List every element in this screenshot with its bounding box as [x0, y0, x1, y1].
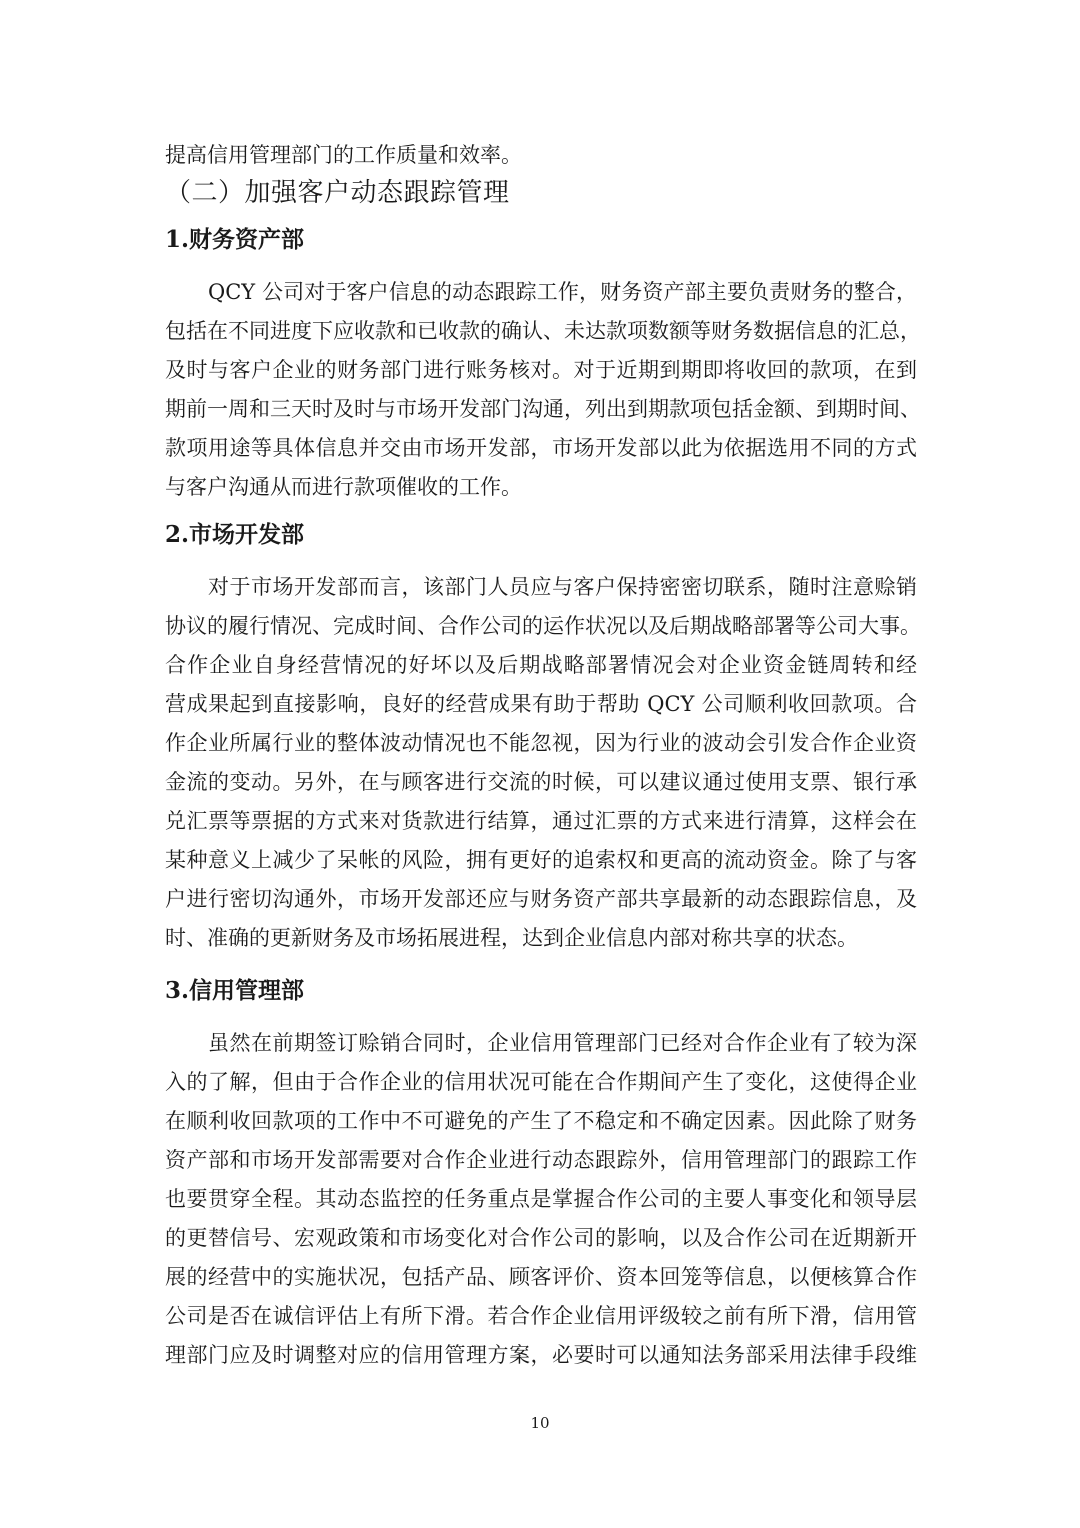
paragraph-line: 时、准确的更新财务及市场拓展进程，达到企业信息内部对称共享的状态。 [165, 926, 858, 950]
paragraph-line: 公司是否在诚信评估上有所下滑。若合作企业信用评级较之前有所下滑，信用管 [165, 1304, 917, 1328]
paragraph-line: 也要贯穿全程。其动态监控的任务重点是掌握合作公司的主要人事变化和领导层 [165, 1187, 917, 1211]
paragraph-line: 理部门应及时调整对应的信用管理方案，必要时可以通知法务部采用法律手段维 [165, 1343, 917, 1367]
paragraph-line: 作企业所属行业的整体波动情况也不能忽视，因为行业的波动会引发合作企业资 [165, 731, 917, 755]
paragraph-line: 的更替信号、宏观政策和市场变化对合作公司的影响，以及合作公司在近期新开 [165, 1226, 917, 1250]
paragraph-line: 协议的履行情况、完成时间、合作公司的运作状况以及后期战略部署等公司大事。 [165, 614, 921, 638]
paragraph-line: 在顺利收回款项的工作中不可避免的产生了不稳定和不确定因素。因此除了财务 [165, 1109, 917, 1133]
paragraph-line: 合作企业自身经营情况的好坏以及后期战略部署情况会对企业资金链周转和经 [165, 653, 917, 677]
paragraph-line: 展的经营中的实施状况，包括产品、顾客评价、资本回笼等信息，以便核算合作 [165, 1265, 917, 1289]
paragraph-line: 期前一周和三天时及时与市场开发部门沟通，列出到期款项包括金额、到期时间、 [165, 397, 921, 421]
page-number: 10 [530, 1414, 550, 1432]
paragraph-line: QCY 公司对于客户信息的动态跟踪工作，财务资产部主要负责财务的整合， [208, 280, 917, 304]
section-heading: （二）加强客户动态跟踪管理 [165, 178, 510, 208]
paragraph-line: 对于市场开发部而言，该部门人员应与客户保持密密切联系，随时注意赊销 [208, 575, 917, 599]
paragraph-line: 户进行密切沟通外，市场开发部还应与财务资产部共享最新的动态跟踪信息，及 [165, 887, 917, 911]
paragraph-line: 营成果起到直接影响，良好的经营成果有助于帮助 QCY 公司顺利收回款项。合 [165, 692, 917, 716]
paragraph-line: 资产部和市场开发部需要对合作企业进行动态跟踪外，信用管理部门的跟踪工作 [165, 1148, 917, 1172]
paragraph-line: 及时与客户企业的财务部门进行账务核对。对于近期到期即将收回的款项，在到 [165, 358, 917, 382]
paragraph-line: 兑汇票等票据的方式来对货款进行结算，通过汇票的方式来进行清算，这样会在 [165, 809, 917, 833]
subsection-heading-credit: 3.信用管理部 [165, 977, 305, 1004]
paragraph-line: 虽然在前期签订赊销合同时，企业信用管理部门已经对合作企业有了较为深 [208, 1031, 917, 1055]
paragraph-line: 与客户沟通从而进行款项催收的工作。 [165, 475, 522, 499]
paragraph-line: 包括在不同进度下应收款和已收款的确认、未达款项数额等财务数据信息的汇总， [165, 319, 921, 343]
intro-line: 提高信用管理部门的工作质量和效率。 [165, 143, 522, 167]
subsection-heading-market: 2.市场开发部 [165, 521, 305, 548]
subsection-heading-finance: 1.财务资产部 [165, 226, 305, 253]
paragraph-line: 金流的变动。另外，在与顾客进行交流的时候，可以建议通过使用支票、银行承 [165, 770, 917, 794]
paragraph-line: 款项用途等具体信息并交由市场开发部，市场开发部以此为依据选用不同的方式 [165, 436, 917, 460]
paragraph-line: 入的了解，但由于合作企业的信用状况可能在合作期间产生了变化，这使得企业 [165, 1070, 917, 1094]
paragraph-line: 某种意义上减少了呆帐的风险，拥有更好的追索权和更高的流动资金。除了与客 [165, 848, 917, 872]
